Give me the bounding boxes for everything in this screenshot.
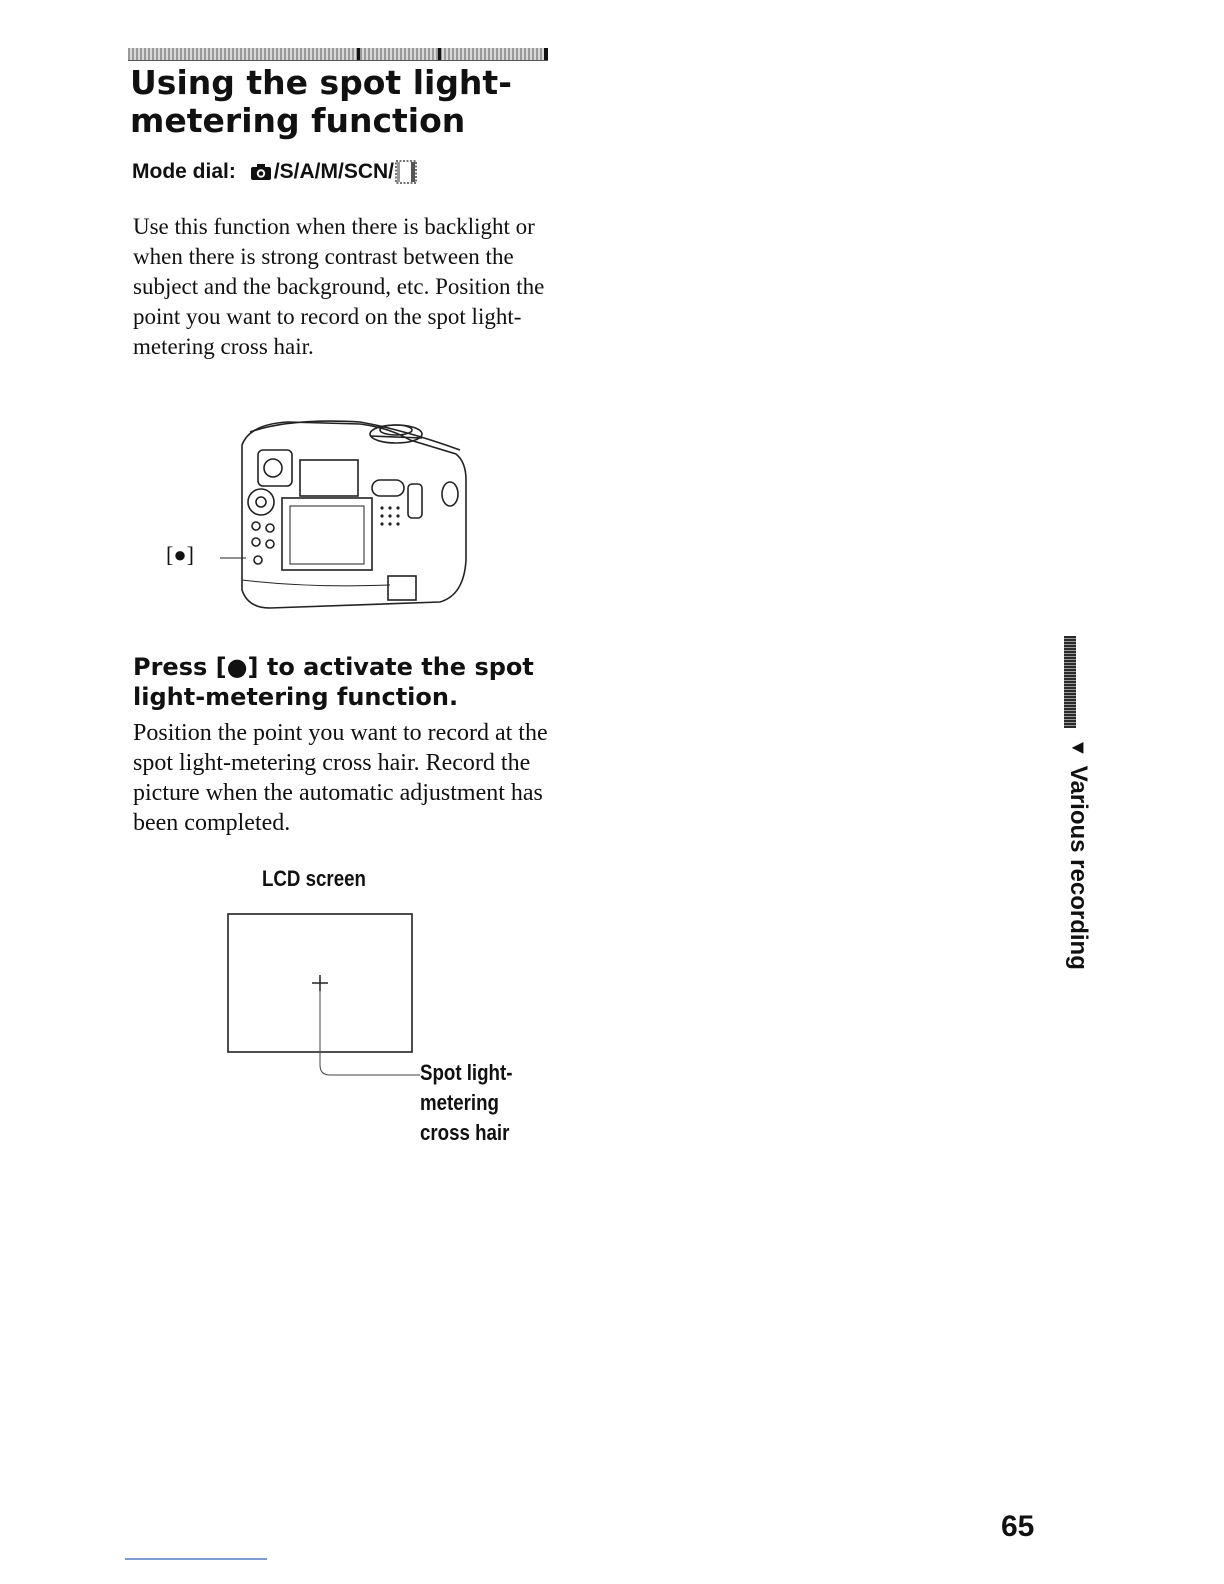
- title-bar-mark: [544, 48, 548, 60]
- side-tab-bar: [1064, 636, 1076, 728]
- step-heading: Press [●] to activate the spot light-metering function.: [133, 653, 534, 711]
- section-title-bar: [128, 48, 548, 61]
- section-title: Using the spot light-metering function: [130, 63, 512, 140]
- side-tab: [1064, 738, 1092, 970]
- title-bar-mark: [438, 48, 441, 60]
- mode-dial-line: [132, 160, 417, 184]
- crosshair-callout: Spot light-metering cross hair: [420, 1060, 513, 1145]
- lcd-screen-diagram: [220, 905, 440, 1085]
- side-tab-label: Various recording: [1065, 765, 1092, 970]
- triangle-down-icon: ▼: [1067, 738, 1090, 758]
- mode-dial-modes: /S/A/M/SCN/: [273, 160, 395, 183]
- callout-leader-line: [320, 991, 420, 1075]
- step-paragraph: Position the point you want to record at the spot light-metering cross hair. Record the picture when the automatic adjustment has been completed.: [133, 720, 548, 836]
- page-number: 65: [1001, 1510, 1035, 1543]
- mode-dial-label: Mode dial:: [132, 160, 236, 183]
- title-bar-mark: [357, 48, 360, 60]
- camera-back-illustration: [160, 410, 490, 615]
- lcd-screen-label: LCD screen: [262, 866, 366, 891]
- movie-mode-icon: [395, 160, 417, 184]
- camera-icon: [250, 163, 272, 181]
- spot-button-label: [●]: [166, 542, 194, 567]
- footer-rule: [125, 1558, 267, 1560]
- crosshair-icon: [312, 975, 328, 991]
- intro-paragraph: Use this function when there is backlight or when there is strong contrast between the subject and the background, etc. Position the point you want to record on the spot light-metering cross hair.: [133, 214, 545, 359]
